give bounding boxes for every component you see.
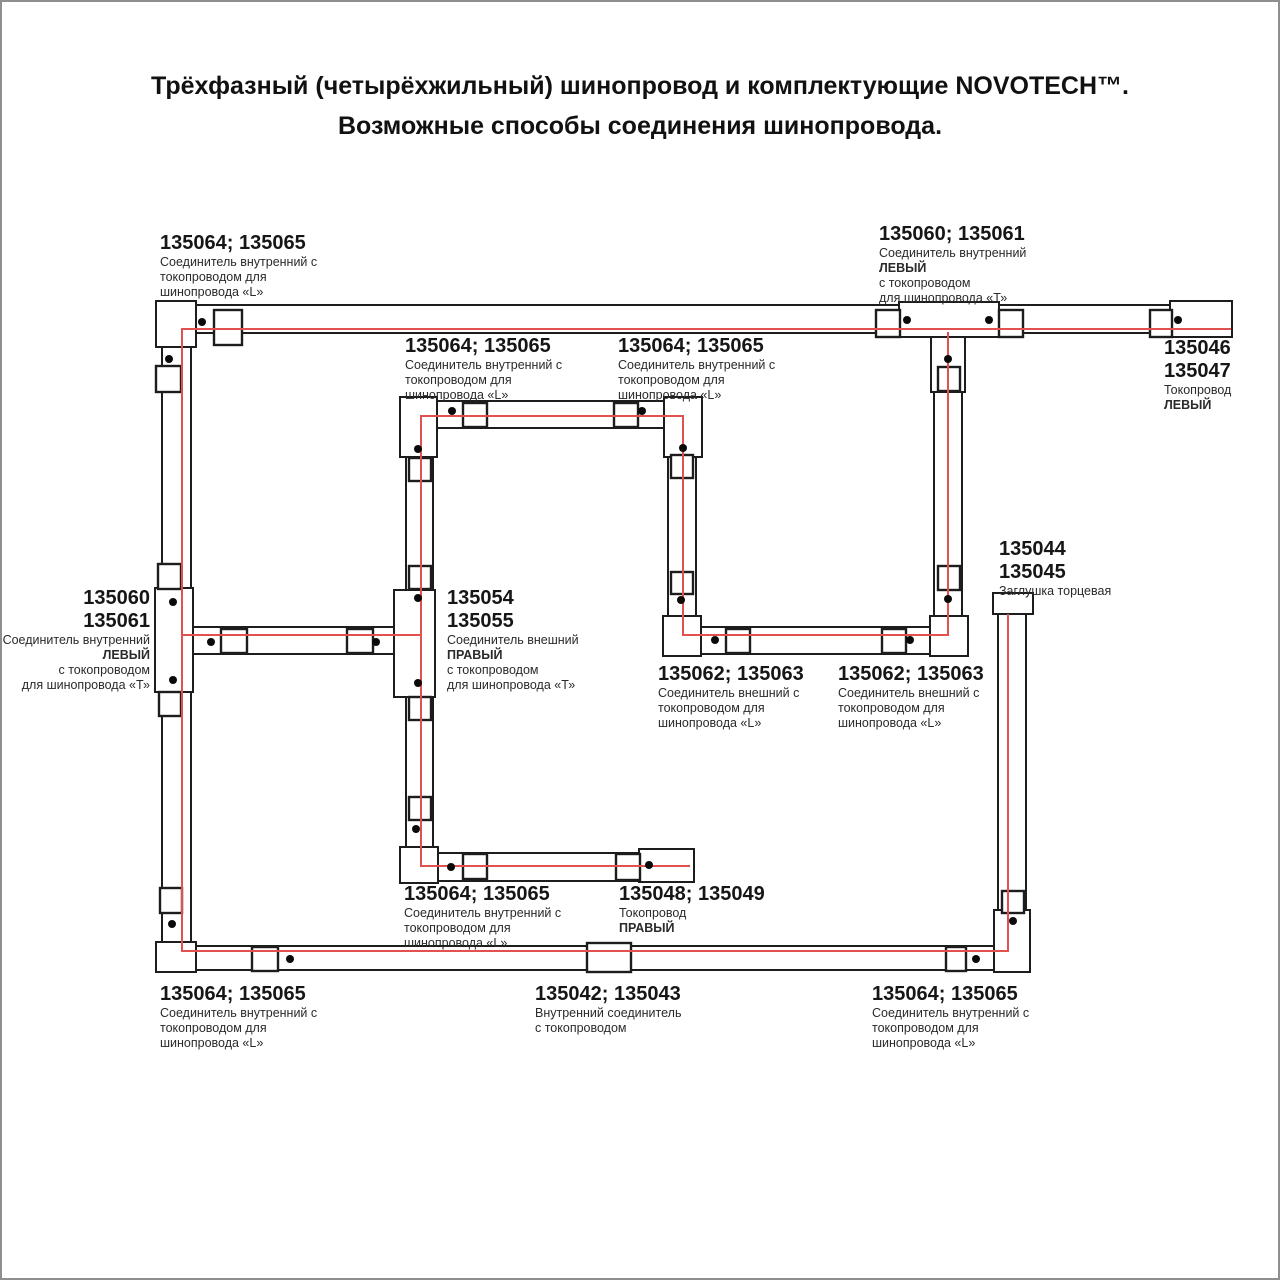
part-desc: шинопровода «L» — [618, 388, 722, 402]
part-code: 135048; 135049 — [619, 883, 765, 905]
part-desc: для шинопровода «Т» — [879, 291, 1008, 305]
mount-dot — [906, 636, 914, 644]
part-desc: шинопровода «L» — [838, 716, 942, 730]
mount-dot — [1009, 917, 1017, 925]
part-desc: Токопровод — [1164, 383, 1232, 397]
part-desc: Соединитель внутренний с — [160, 1006, 318, 1020]
part-code: 135062; 135063 — [838, 663, 984, 685]
mount-dot — [1174, 316, 1182, 324]
part-code: 135054 — [447, 587, 514, 609]
part-desc: шинопровода «L» — [405, 388, 509, 402]
part-desc: токопроводом для — [872, 1021, 979, 1035]
part-code: 135064; 135065 — [160, 983, 306, 1005]
mount-dot — [414, 594, 422, 602]
page-title-line2: Возможные способы соединения шинопровода. — [337, 112, 943, 140]
part-desc: Соединитель внутренний с — [405, 358, 563, 372]
mount-dot — [169, 676, 177, 684]
part-desc: ПРАВЫЙ — [447, 648, 503, 662]
part-desc: Соединитель внутренний с — [404, 906, 562, 920]
part-desc: Заглушка торцевая — [999, 584, 1112, 598]
part-desc: ЛЕВЫЙ — [879, 261, 927, 275]
connector-box — [882, 629, 906, 653]
part-code: 135046 — [1164, 337, 1231, 359]
part-code: 135047 — [1164, 360, 1231, 382]
part-desc: токопроводом для — [405, 373, 512, 387]
part-desc: Соединитель внутренний — [879, 246, 1027, 260]
part-desc: Соединитель внешний с — [658, 686, 800, 700]
part-desc: Соединитель внутренний с — [160, 255, 318, 269]
junction-block — [993, 593, 1033, 614]
mount-dot — [412, 825, 420, 833]
connector-box — [1002, 891, 1024, 913]
mount-dot — [448, 407, 456, 415]
mount-dot — [198, 318, 206, 326]
mount-dot — [679, 444, 687, 452]
part-code: 135060; 135061 — [879, 223, 1025, 245]
mount-dot — [677, 596, 685, 604]
connector-box — [1150, 310, 1172, 337]
part-code: 135060 — [83, 587, 150, 609]
connector-box — [876, 310, 900, 337]
part-desc: с токопроводом — [879, 276, 971, 290]
part-code: 135064; 135065 — [160, 232, 306, 254]
part-desc: шинопровода «L» — [160, 285, 264, 299]
mount-dot — [447, 863, 455, 871]
part-desc: Соединитель внутренний с — [872, 1006, 1030, 1020]
junction-block — [156, 301, 196, 347]
part-desc: с токопроводом — [58, 663, 150, 677]
connector-box — [159, 692, 181, 716]
connector-box — [156, 366, 181, 392]
junction-block — [899, 302, 999, 337]
part-desc: токопроводом для — [838, 701, 945, 715]
part-desc: ЛЕВЫЙ — [102, 648, 150, 662]
part-desc: токопроводом для — [160, 270, 267, 284]
part-desc: с токопроводом — [447, 663, 539, 677]
mount-dot — [165, 355, 173, 363]
part-desc: Соединитель внутренний — [2, 633, 150, 647]
part-desc: ПРАВЫЙ — [619, 921, 675, 935]
part-code: 135055 — [447, 610, 514, 632]
part-desc: шинопровода «L» — [404, 936, 508, 950]
mount-dot — [985, 316, 993, 324]
part-code: 135064; 135065 — [872, 983, 1018, 1005]
part-code: 135064; 135065 — [405, 335, 551, 357]
part-code: 135061 — [83, 610, 150, 632]
mount-dot — [169, 598, 177, 606]
connector-box — [726, 629, 750, 653]
part-desc: шинопровода «L» — [160, 1036, 264, 1050]
track-segment — [406, 401, 696, 428]
part-desc: шинопровода «L» — [872, 1036, 976, 1050]
mount-dot — [207, 638, 215, 646]
part-desc: токопроводом для — [618, 373, 725, 387]
part-desc: шинопровода «L» — [658, 716, 762, 730]
part-desc: для шинопровода «Т» — [447, 678, 576, 692]
part-desc: токопроводом для — [658, 701, 765, 715]
junction-block — [394, 590, 435, 697]
part-desc: Токопровод — [619, 906, 687, 920]
mount-dot — [645, 861, 653, 869]
part-desc: Соединитель внешний — [447, 633, 579, 647]
mount-dot — [903, 316, 911, 324]
part-code: 135044 — [999, 538, 1066, 560]
mount-dot — [944, 355, 952, 363]
part-code: 135062; 135063 — [658, 663, 804, 685]
part-desc: токопроводом для — [404, 921, 511, 935]
part-desc: токопроводом для — [160, 1021, 267, 1035]
connector-box — [221, 629, 247, 653]
connector-box — [347, 629, 373, 653]
mount-dot — [168, 920, 176, 928]
part-desc: для шинопровода «Т» — [21, 678, 150, 692]
connector-box — [214, 310, 242, 345]
page-title-line1: Трёхфазный (четырёхжильный) шинопровод и комплектующие NOVOTECH™. — [151, 72, 1129, 100]
junction-block — [156, 942, 196, 972]
part-desc: с токопроводом — [535, 1021, 627, 1035]
mount-dot — [372, 638, 380, 646]
mount-dot — [711, 636, 719, 644]
mount-dot — [414, 445, 422, 453]
mount-dot — [414, 679, 422, 687]
part-code: 135064; 135065 — [618, 335, 764, 357]
mount-dot — [286, 955, 294, 963]
mount-dot — [638, 407, 646, 415]
connector-box — [999, 310, 1023, 337]
mount-dot — [972, 955, 980, 963]
part-desc: ЛЕВЫЙ — [1164, 398, 1212, 412]
connector-box — [587, 943, 631, 972]
track-diagram — [2, 2, 1280, 1280]
mount-dot — [944, 595, 952, 603]
part-desc: Внутренний соединитель — [535, 1006, 682, 1020]
part-desc: Соединитель внутренний с — [618, 358, 776, 372]
part-desc: Соединитель внешний с — [838, 686, 980, 700]
part-code: 135042; 135043 — [535, 983, 681, 1005]
connector-box — [160, 888, 182, 913]
part-code: 135064; 135065 — [404, 883, 550, 905]
part-code: 135045 — [999, 561, 1066, 583]
connector-box — [158, 564, 181, 589]
